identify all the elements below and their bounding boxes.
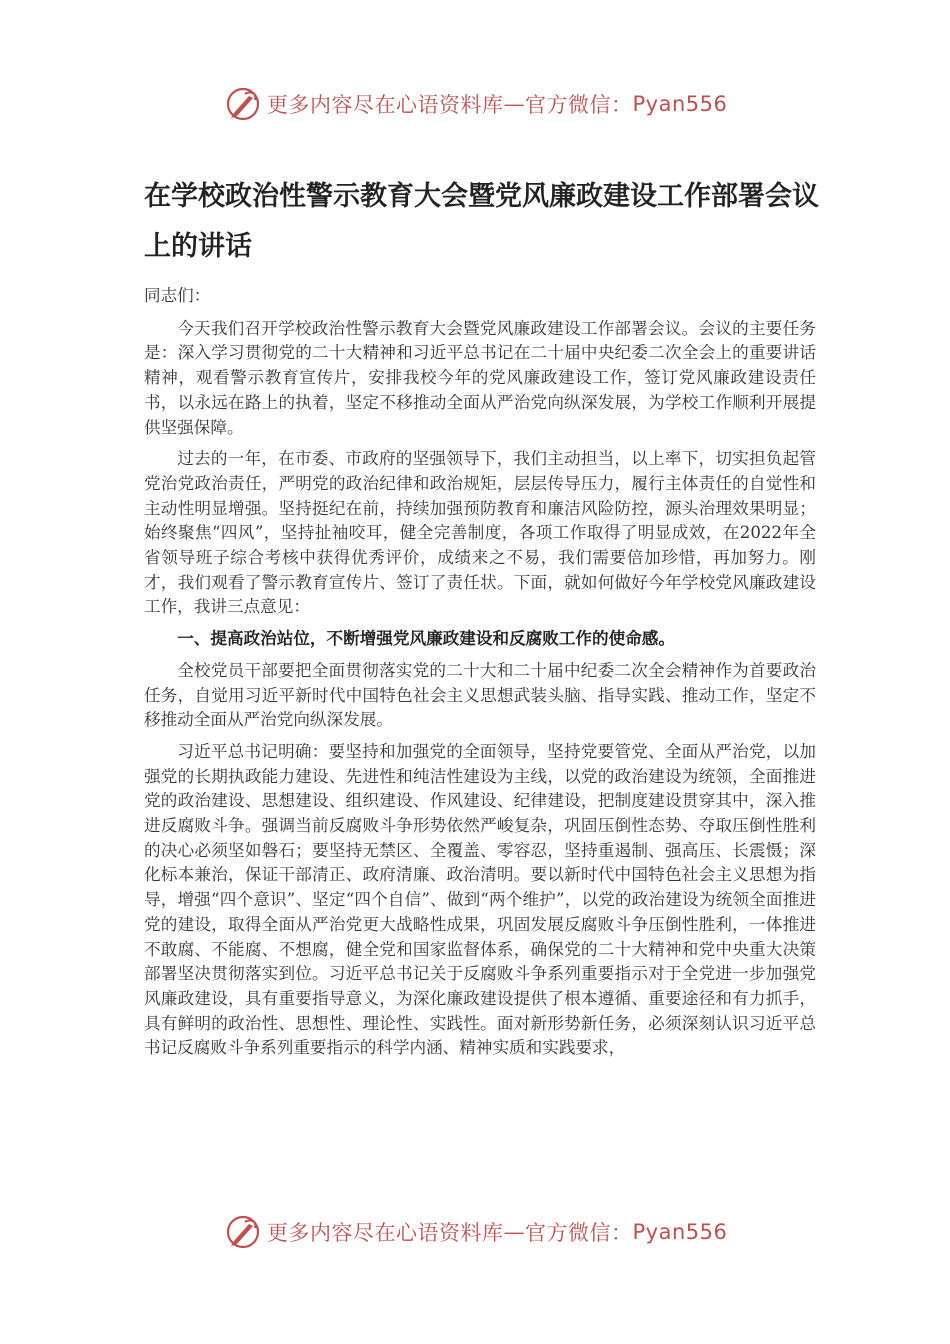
pen-logo-icon [225, 86, 261, 122]
banner-text: 更多内容尽在心语资料库 [267, 1221, 504, 1245]
banner-wechat-id: Pyan556 [632, 92, 728, 116]
paragraph: 习近平总书记明确：要坚持和加强党的全面领导，坚持党要管党、全面从严治党，以加强党的长期执政能力建设、先进性和纯洁性建设为主线，以党的政治建设为统领，全面推进党的政治建设、思想建设、组织建设、作风建设、纪律建设，把制度建设贯穿其中，深入推进反腐败斗争。强调当前反腐败斗争形势依然严峻复杂，巩固压倒性态势、夺取压倒性胜利的决心必须坚如磐石；要坚持无禁区、全覆盖、零容忍，坚持重遏制、强高压、长震慑；深化标本兼治，保证干部清正、政府清廉、政治清明。要以新时代中国特色社会主义思想为指导，增强“四个意识”、坚定“四个自信”、做到“两个维护”，以党的政治建设为统领全面推进党的建设，取得全面从严治党更大战略性成果，巩固发展反腐败斗争压倒性胜利，一体推进不敢腐、不能腐、不想腐，健全党和国家监督体系，确保党的二十大精神和党中央重大决策部署坚决贯彻落实到位。习近平总书记关于反腐败斗争系列重要指示对于全党进一步加强党风廉政建设，具有重要指导意义，为深化廉政建设提供了根本遵循、重要途径和有力抓手，具有鲜明的政治性、思想性、理论性、实践性。面对新形势新任务，必须深刻认识习近平总书记反腐败斗争系列重要指示的科学内涵、精神实质和实践要求， [144, 741, 816, 1058]
banner-wechat-id: Pyan556 [632, 1220, 728, 1244]
footer-banner [225, 1212, 745, 1252]
banner-dash: — [503, 1220, 525, 1244]
header-banner [225, 84, 745, 124]
section-heading: 一、提高政治站位，不断增强党风廉政建设和反腐败工作的使命感。 [177, 629, 675, 649]
greeting: 同志们： [144, 286, 211, 305]
document-body [144, 284, 816, 1061]
paragraph: 全校党员干部要把全面贯彻落实党的二十大和二十届中纪委二次全会精神作为首要政治任务，自觉用习近平新时代中国特色社会主义思想武装头脑、指导实践、推动工作，坚定不移推动全面从严治党向纵深发展。 [144, 660, 816, 730]
banner-text: 更多内容尽在心语资料库 [267, 93, 504, 117]
paragraph: 过去的一年，在市委、市政府的坚强领导下，我们主动担当，以上率下，切实担负起管党治党政治责任，严明党的政治纪律和政治规矩，层层传导压力，履行主体责任的自觉性和主动性明显增强。坚持挺纪在前，持续加强预防教育和廉洁风险防控，源头治理效果明显；始终聚焦“四风”，坚持扯袖咬耳，健全完善制度，各项工作取得了明显成效，在2022年全省领导班子综合考核中获得优秀评价，成绩来之不易，我们需要倍加珍惜，再加努力。刚才，我们观看了警示教育宣传片、签订了责任状。下面，就如何做好今年学校党风廉政建设工作，我讲三点意见： [144, 449, 816, 617]
banner-wechat-label: 官方微信： [525, 1221, 633, 1245]
paragraph: 今天我们召开学校政治性警示教育大会暨党风廉政建设工作部署会议。会议的主要任务是：深入学习贯彻党的二十大精神和习近平总书记在二十届中央纪委二次全会上的重要讲话精神，观看警示教育宣传片，安排我校今年的党风廉政建设工作，签订党风廉政建设责任书，以永远在路上的执着，坚定不移推动全面从严治党向纵深发展，为学校工作顺利开展提供坚强保障。 [144, 318, 816, 437]
document-title: 在学校政治性警示教育大会暨党风廉政建设工作部署会议上的讲话 [144, 181, 819, 262]
pen-logo-icon [225, 1214, 261, 1250]
banner-dash: — [503, 92, 525, 116]
banner-wechat-label: 官方微信： [525, 93, 633, 117]
